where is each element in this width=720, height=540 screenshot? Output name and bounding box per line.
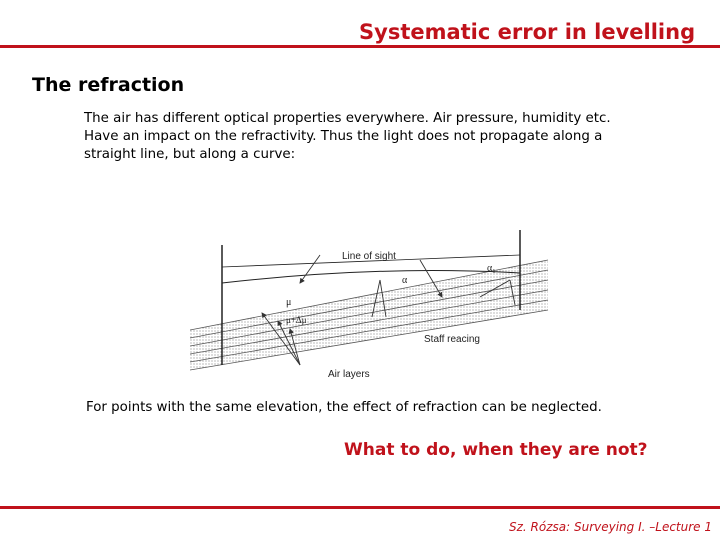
label-air-layers: Air layers [328,369,370,380]
label-mu: μ [286,297,292,308]
footer-credit: Sz. Rózsa: Surveying I. –Lecture 1 [508,520,712,534]
refraction-diagram [190,225,550,385]
question-text: What to do, when they are not? [344,440,648,460]
intro-paragraph: The air has different optical properties everywhere. Air pressure, humidity etc. Have an impact on the refractivity. Thus the light does not propagate along a straight line, but along a curve: [84,111,611,162]
label-line-of-sight: Line of sight [342,251,396,262]
footer-rule [0,506,720,509]
air-layer-band [190,260,548,370]
title-rule [0,45,720,48]
label-staff-reading: Staff reacing [424,334,480,345]
label-alpha: α [402,275,408,286]
label-mu-delta: μ+Δμ [286,315,307,325]
label-alpha1: α₁ [487,263,496,274]
slide-title: Systematic error in levelling [359,20,696,44]
section-heading: The refraction [32,74,185,96]
conclusion-text: For points with the same elevation, the effect of refraction can be neglected. [86,400,602,415]
